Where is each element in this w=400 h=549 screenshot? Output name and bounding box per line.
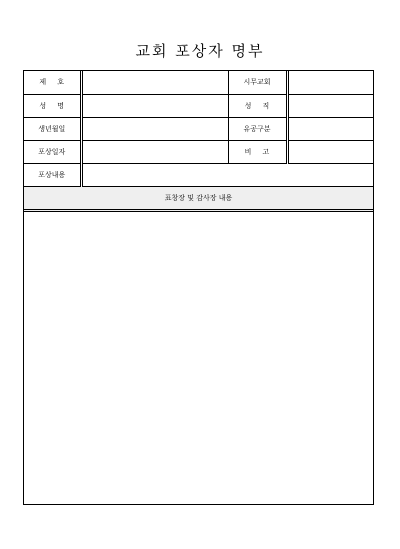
award-content-field[interactable] <box>81 163 373 186</box>
award-date-field[interactable] <box>81 140 228 163</box>
award-register-form <box>23 70 374 505</box>
label-birthdate: 생년월일 <box>24 117 81 140</box>
remarks-field[interactable] <box>287 140 373 163</box>
label-position: 성 직 <box>228 94 287 117</box>
birthdate-field[interactable] <box>81 117 228 140</box>
table-row <box>24 163 373 186</box>
label-name: 성 명 <box>24 94 81 117</box>
position-field[interactable] <box>287 94 373 117</box>
merit-type-field[interactable] <box>287 117 373 140</box>
label-merit-type: 유공구분 <box>228 117 287 140</box>
label-church: 시무교회 <box>228 71 287 94</box>
info-table <box>24 71 373 187</box>
label-remarks: 비 고 <box>228 140 287 163</box>
page-title: 교회 포상자 명부 <box>135 42 265 60</box>
table-row <box>24 140 373 163</box>
citation-content-area[interactable] <box>24 212 373 498</box>
table-row <box>24 117 373 140</box>
table-row <box>24 94 373 117</box>
label-number: 제 호 <box>24 71 81 94</box>
section-header: 표창장 및 감사장 내용 <box>24 187 373 212</box>
name-field[interactable] <box>81 94 228 117</box>
church-field[interactable] <box>287 71 373 94</box>
label-award-date: 포상일자 <box>24 140 81 163</box>
label-award-content: 포상내용 <box>24 163 81 186</box>
table-row <box>24 71 373 94</box>
number-field[interactable] <box>81 71 228 94</box>
